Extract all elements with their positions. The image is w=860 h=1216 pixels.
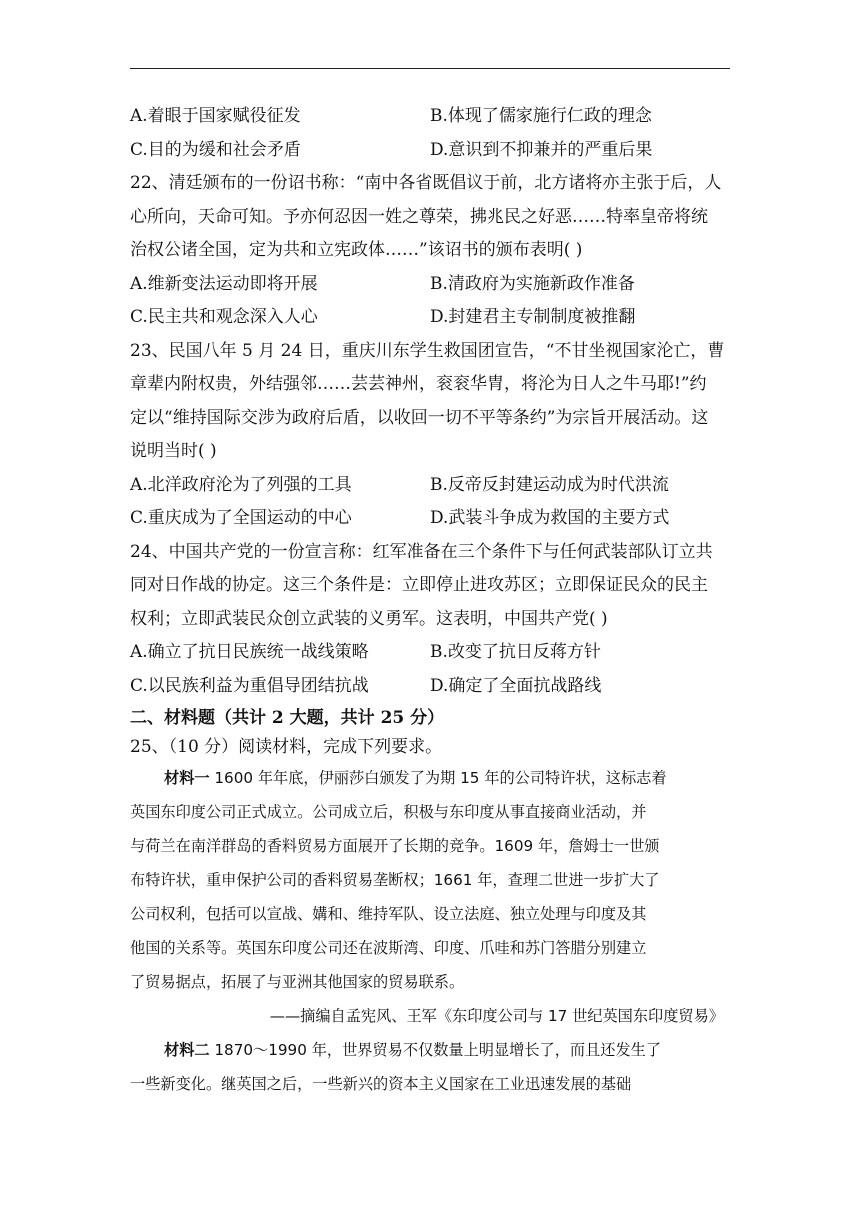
q22-options-row-2: [130, 301, 730, 335]
q23-stem-line-3: 定以“维持国际交涉为政府后盾，以收回一切不平等条约”为宗旨开展活动。这: [130, 407, 709, 428]
material1-line-7: 了贸易据点，拓展了与亚洲其他国家的贸易联系。: [130, 973, 465, 991]
q23-option-b[interactable]: B.反帝反封建运动成为时代洪流: [430, 474, 669, 495]
q23-stem-line-1: 23、民国八年 5 月 24 日，重庆川东学生救国团宣告，“不甘坐视国家沦亡，曹: [130, 340, 725, 361]
material1-line-5: 公司权利，包括可以宣战、媾和、维持军队、设立法庭、独立处理与印度及其: [130, 905, 647, 923]
q24-options-row-2: [130, 670, 730, 704]
q21-option-b[interactable]: B.体现了儒家施行仁政的理念: [430, 106, 652, 126]
q22-option-a[interactable]: A.维新变法运动即将开展: [130, 273, 318, 294]
material1-line-4: 布特许状，重申保护公司的香料贸易垄断权；1661 年，查理二世进一步扩大了: [130, 871, 660, 889]
material1-first-text: 1600 年年底，伊丽莎白颁发了为期 15 年的公司特许状，这标志着: [209, 769, 667, 787]
material2-line-1: [130, 1033, 730, 1067]
q21-option-a[interactable]: A.着眼于国家赋役征发: [130, 106, 301, 126]
q23-option-d[interactable]: D.武装斗争成为救国的主要方式: [430, 508, 670, 528]
q24-option-d[interactable]: D.确定了全面抗战路线: [430, 675, 602, 696]
material2-line-2: 一些新变化。继英国之后，一些新兴的资本主义国家在工业迅速发展的基础: [130, 1075, 632, 1093]
q24-option-b[interactable]: B.改变了抗日反蒋方针: [430, 642, 601, 662]
q23-option-a[interactable]: A.北洋政府沦为了列强的工具: [130, 474, 352, 495]
q23-option-c[interactable]: C.重庆成为了全国运动的中心: [130, 508, 352, 528]
q23-options-row-2: [130, 502, 730, 536]
q22-stem-line-3: 治权公诸全国，定为共和立宪政体……”该诏书的颁布表明( ): [130, 240, 583, 260]
header-rule: [130, 68, 730, 69]
q22-option-b[interactable]: B.清政府为实施新政作准备: [430, 273, 635, 294]
q24-options-row-1: [130, 636, 730, 670]
q24-option-a[interactable]: A.确立了抗日民族统一战线策略: [130, 642, 369, 662]
exam-content: [130, 100, 730, 1101]
material2-first-text: 1870～1990 年，世界贸易不仅数量上明显增长了，而且还发生了: [209, 1041, 662, 1059]
material2-label: 材料二: [164, 1041, 210, 1059]
q25-instruction: 25、（10 分）阅读材料，完成下列要求。: [130, 737, 443, 757]
q23-stem-line-4: 说明当时( ): [130, 441, 217, 461]
q22-option-d[interactable]: D.封建君主专制制度被推翻: [430, 307, 636, 327]
material1-line-6: 他国的关系等。英国东印度公司还在波斯湾、印度、爪哇和苏门答腊分别建立: [130, 939, 647, 957]
q23-stem-line-2: 章辈内附权贵，外结强邻……芸芸神州，衮衮华胄，将沦为日人之牛马耶!”约: [130, 374, 707, 394]
q22-stem-line-1: 22、清廷颁布的一份诏书称：“南中各省既倡议于前，北方诸将亦主张于后，人: [130, 173, 722, 193]
q23-options-row-1: [130, 469, 730, 503]
material1-line-2: 英国东印度公司正式成立。公司成立后，积极与东印度从事直接商业活动，并: [130, 803, 647, 821]
q24-option-c[interactable]: C.以民族利益为重倡导团结抗战: [130, 675, 369, 696]
material1-line-3: 与荷兰在南洋群岛的香料贸易方面展开了长期的竞争。1609 年，詹姆士一世颁: [130, 837, 660, 855]
section-title: 二、材料题（共计 2 大题，共计 25 分）: [130, 708, 445, 728]
q21-option-c[interactable]: C.目的为缓和社会矛盾: [130, 139, 301, 160]
q21-options-row-1: [130, 100, 730, 134]
material1-line-1: [130, 761, 730, 795]
q22-options-row-1: [130, 268, 730, 302]
material1-label: 材料一: [164, 769, 210, 787]
q24-stem-line-3: 权利；立即武装民众创立武装的义勇军。这表明，中国共产党( ): [130, 608, 608, 629]
q24-stem-line-1: 24、中国共产党的一份宣言称：红军准备在三个条件下与任何武装部队订立共: [130, 541, 713, 562]
material1-source: ——摘编自孟宪风、王军《东印度公司与 17 世纪英国东印度贸易》: [269, 1007, 724, 1025]
q21-option-d[interactable]: D.意识到不抑兼并的严重后果: [430, 139, 653, 160]
q21-options-row-2: [130, 134, 730, 168]
q22-stem-line-2: 心所向，天命可知。予亦何忍因一姓之尊荣，拂兆民之好恶……特率皇帝将统: [130, 206, 708, 227]
q22-option-c[interactable]: C.民主共和观念深入人心: [130, 307, 318, 327]
q24-stem-line-2: 同对日作战的协定。这三个条件是：立即停止进攻苏区；立即保证民众的民主: [130, 575, 708, 595]
